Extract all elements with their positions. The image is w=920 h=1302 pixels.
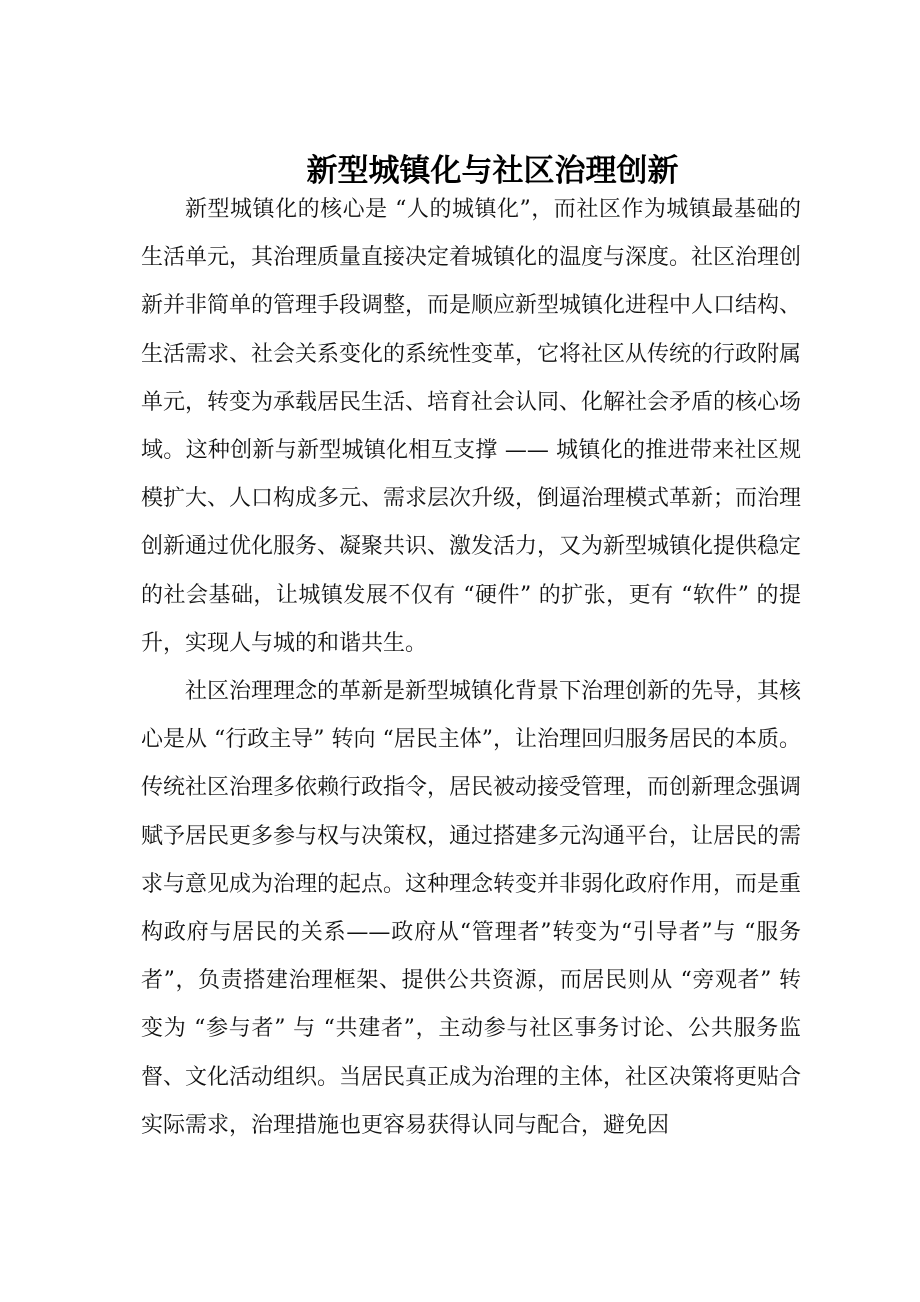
paragraph-1: 新型城镇化的核心是 “人的城镇化”，而社区作为城镇最基础的生活单元，其治理质量直接决定着城镇化的温度与深度。社区治理创新并非简单的管理手段调整，而是顺应新型城镇化进程中人口结构、生活需求、社会关系变化的系统性变革，它将社区从传统的行政附属单元，转变为承载居民生活、培育社会认同、化解社会矛盾的核心场域。这种创新与新型城镇化相互支撑 —— 城镇化的推进带来社区规模扩大、人口构成多元、需求层次升级，倒逼治理模式革新；而治理创新通过优化服务、凝聚共识、激发活力，又为新型城镇化提供稳定的社会基础，让城镇发展不仅有 “硬件” 的扩张，更有 “软件” 的提升，实现人与城的和谐共生。 — [141, 197, 802, 656]
paragraph-2: 社区治理理念的革新是新型城镇化背景下治理创新的先导，其核心是从 “行政主导” 转向 “居民主体”，让治理回归服务居民的本质。传统社区治理多依赖行政指令，居民被动接受管理，而创新理念强调赋予居民更多参与权与决策权，通过搭建多元沟通平台，让居民的需求与意见成为治理的起点。这种理念转变并非弱化政府作用，而是重构政府与居民的关系——政府从“管理者”转变为“引导者”与 “服务者”，负责搭建治理框架、提供公共资源，而居民则从 “旁观者” 转变为 “参与者” 与 “共建者”，主动参与社区事务讨论、公共服务监督、文化活动组织。当居民真正成为治理的主体，社区决策将更贴合实际需求，治理措施也更容易获得认同与配合，避免因 — [141, 679, 802, 1138]
document-title: 新型城镇化与社区治理创新 — [306, 152, 679, 189]
document-body — [141, 186, 801, 1150]
